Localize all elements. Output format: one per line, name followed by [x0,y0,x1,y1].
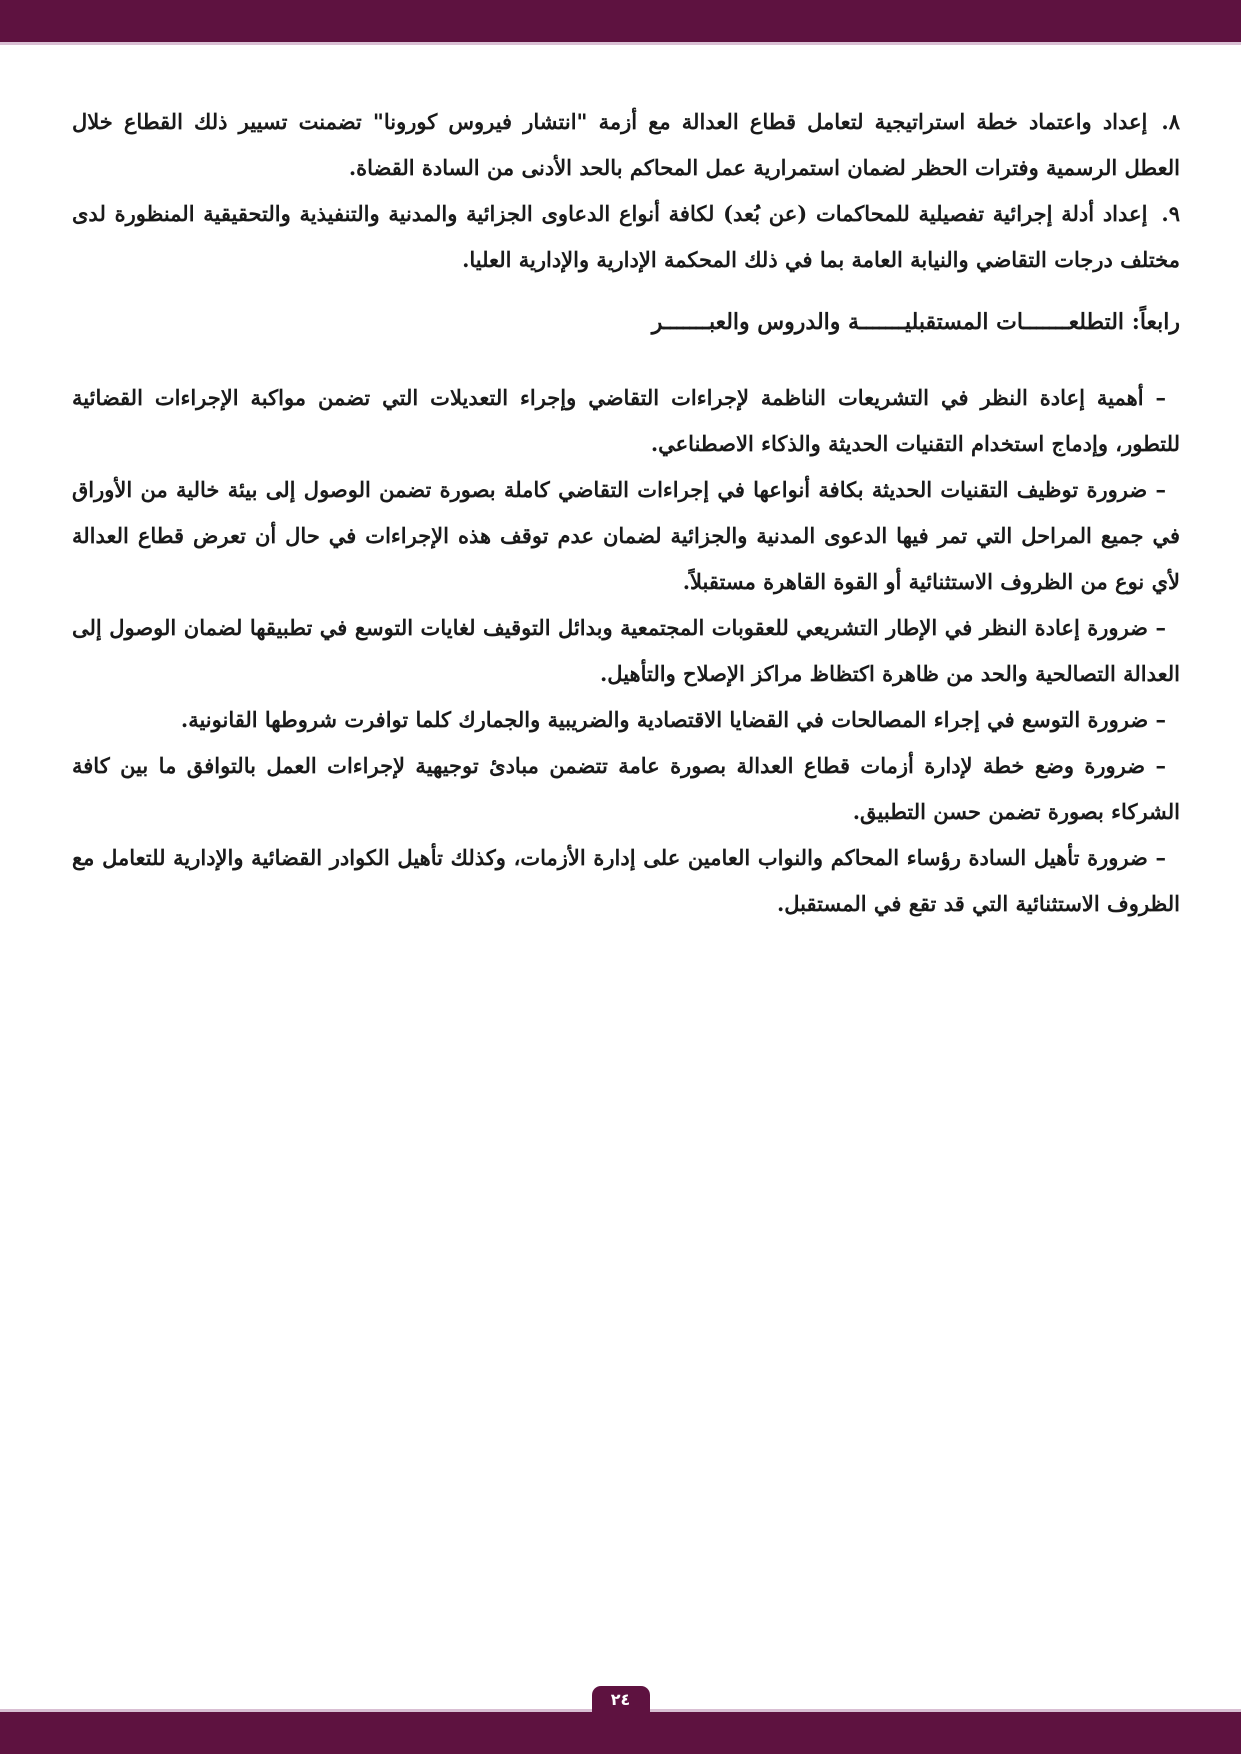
numbered-item-9 [72,191,1180,283]
bullet-item: – ضرورة التوسع في إجراء المصالحات في القضايا الاقتصادية والضريبية والجمارك كلما توافرت شروطها القانونية. [180,707,1166,732]
item-text: إعداد واعتماد خطة استراتيجية لتعامل قطاع العدالة مع أزمة "انتشار فيروس كورونا" تضمنت تسيير ذلك القطاع خلال العطل الرسمية وفترات الحظر لضمان استمرارية عمل المحاكم بالحد الأدنى من السادة القضاة. [72,109,1180,180]
item-number: ٩. [1161,201,1180,226]
bullet-item: – ضرورة تأهيل السادة رؤساء المحاكم والنواب العامين على إدارة الأزمات، وكذلك تأهيل الكوادر القضائية والإدارية للتعامل مع الظروف الاستثنائية التي قد تقع في المستقبل. [72,845,1180,916]
bullet-item: – أهمية إعادة النظر في التشريعات الناظمة لإجراءات التقاضي وإجراء التعديلات التي تضمن مواكبة الإجراءات القضائية للتطور، وإدماج استخدام التقنيات الحديثة والذكاء الاصطناعي. [72,385,1180,456]
bottom-decoration-bar [0,1712,1241,1754]
bullet-list [72,375,1180,927]
top-decoration-bar [0,0,1241,42]
page-content [0,45,1241,927]
numbered-list [72,99,1180,283]
page-number: ٢٤ [610,1689,631,1709]
item-number: ٨. [1161,109,1180,134]
numbered-item-8 [72,99,1180,191]
item-text: إعداد أدلة إجرائية تفصيلية للمحاكمات (عن بُعد) لكافة أنواع الدعاوى الجزائية والمدنية والتنفيذية والتحقيقية المنظورة لدى مختلف درجات التقاضي والنيابة العامة بما في ذلك المحكمة الإدارية والإدارية العليا. [72,201,1180,272]
page-footer [0,1684,1241,1754]
bullet-item: – ضرورة إعادة النظر في الإطار التشريعي للعقوبات المجتمعية وبدائل التوقيف لغايات التوسع في تطبيقها لضمان الوصول إلى العدالة التصالحية والحد من ظاهرة اكتظاظ مراكز الإصلاح والتأهيل. [72,615,1180,686]
section-heading: رابعاً: التطلعـــــــات المستقبليـــــــة والدروس والعبـــــــر [651,309,1180,335]
bullet-item: – ضرورة وضع خطة لإدارة أزمات قطاع العدالة بصورة عامة تتضمن مبادئ توجيهية لإجراءات العمل بالتوافق ما بين كافة الشركاء بصورة تضمن حسن التطبيق. [72,753,1180,824]
page-number-badge [592,1686,650,1712]
bullet-item: – ضرورة توظيف التقنيات الحديثة بكافة أنواعها في إجراءات التقاضي كاملة بصورة تضمن الوصول إلى بيئة خالية من الأوراق في جميع المراحل التي تمر فيها الدعوى المدنية والجزائية لضمان عدم توقف هذه الإجراءات في حال أن تعرض قطاع العدالة لأي نوع من الظروف الاستثنائية أو القوة القاهرة مستقبلاً. [72,477,1180,594]
